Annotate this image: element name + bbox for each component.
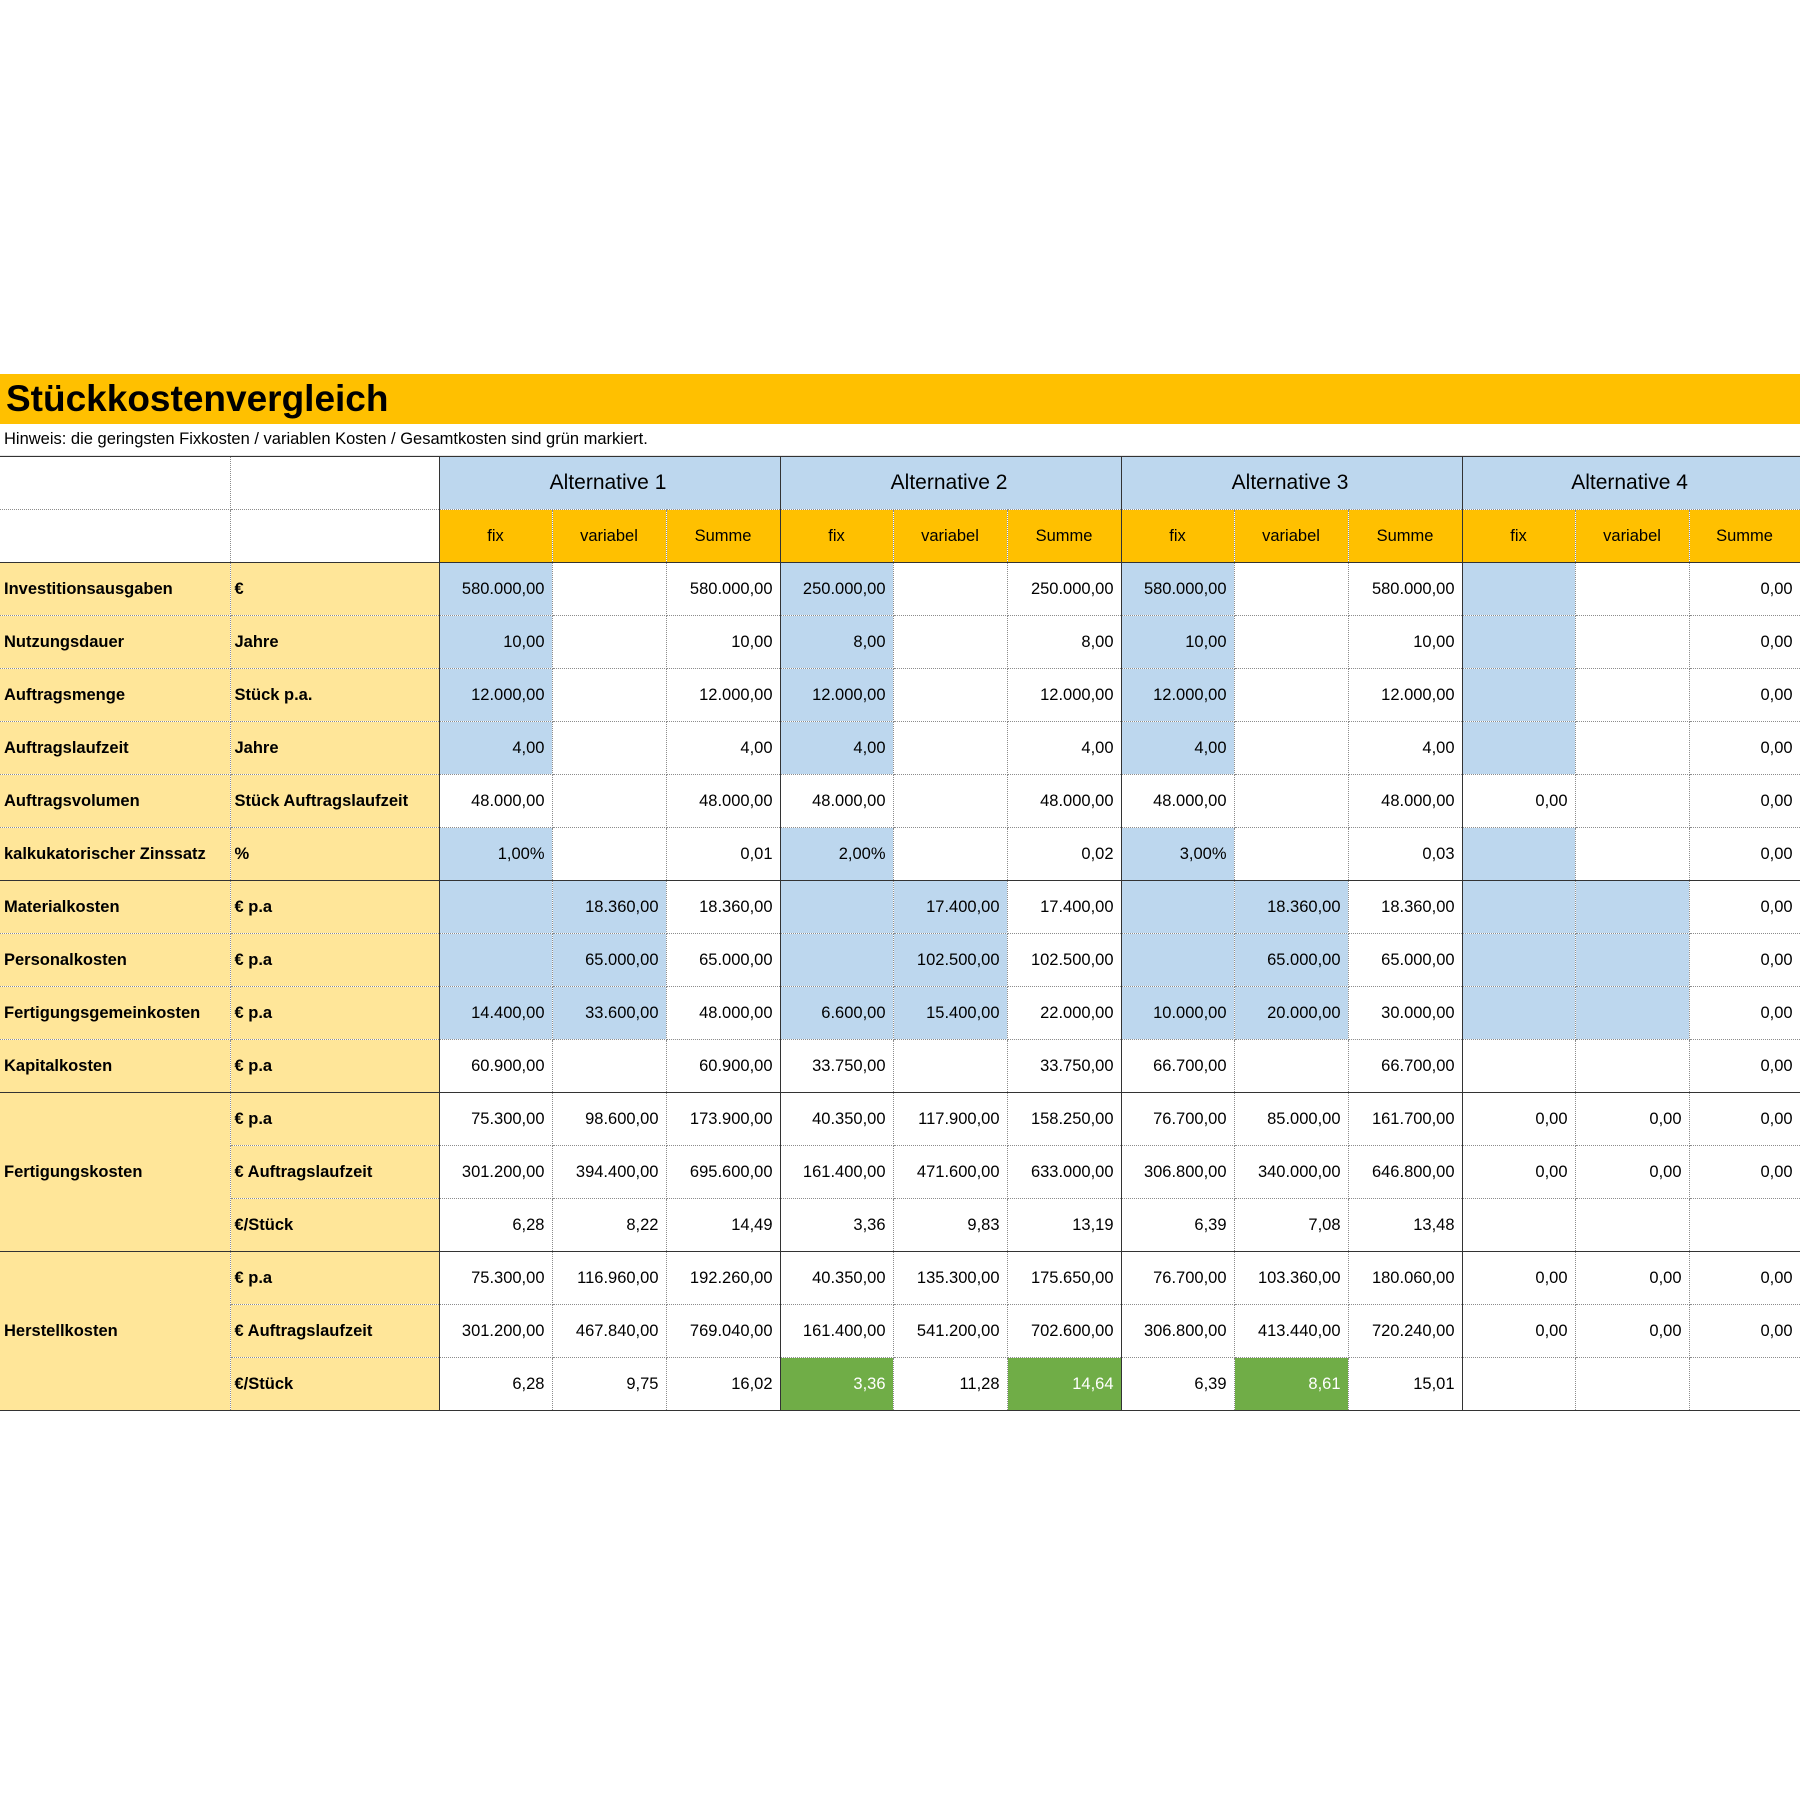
value-cell[interactable]: 33.600,00 [552,987,666,1040]
row-label: Personalkosten [0,934,230,987]
value-cell[interactable] [780,934,893,987]
value-cell[interactable]: 4,00 [1121,722,1234,775]
value-cell [1462,1358,1575,1411]
column-header-Summe: Summe [1348,510,1462,563]
value-cell[interactable]: 4,00 [780,722,893,775]
value-cell [1575,1358,1689,1411]
value-cell: 33.750,00 [780,1040,893,1093]
value-cell: 173.900,00 [666,1093,780,1146]
value-cell: 6,28 [439,1199,552,1252]
value-cell [552,563,666,616]
value-cell: 175.650,00 [1007,1252,1121,1305]
value-cell[interactable]: 2,00% [780,828,893,881]
value-cell: 48.000,00 [1348,775,1462,828]
value-cell[interactable]: 12.000,00 [439,669,552,722]
value-cell [552,775,666,828]
value-cell: 720.240,00 [1348,1305,1462,1358]
value-cell: 48.000,00 [780,775,893,828]
value-cell [1575,722,1689,775]
alternative-header-1: Alternative 1 [439,457,780,510]
value-cell: 102.500,00 [1007,934,1121,987]
value-cell: 76.700,00 [1121,1093,1234,1146]
row-unit: € p.a [230,987,439,1040]
row-unit: Stück Auftragslaufzeit [230,775,439,828]
value-cell[interactable] [439,934,552,987]
row-unit: € Auftragslaufzeit [230,1146,439,1199]
highlighted-value-cell: 3,36 [780,1358,893,1411]
value-cell[interactable]: 18.360,00 [1234,881,1348,934]
value-cell[interactable]: 1,00% [439,828,552,881]
value-cell: 18.360,00 [666,881,780,934]
value-cell [1234,563,1348,616]
value-cell[interactable] [1462,828,1575,881]
title-bar [0,374,1800,424]
column-header-fix: fix [1121,510,1234,563]
value-cell: 9,83 [893,1199,1007,1252]
row-unit: € p.a [230,1252,439,1305]
column-header-fix: fix [439,510,552,563]
value-cell [893,616,1007,669]
value-cell: 66.700,00 [1121,1040,1234,1093]
value-cell [552,1040,666,1093]
value-cell: 48.000,00 [666,775,780,828]
value-cell: 98.600,00 [552,1093,666,1146]
value-cell: 16,02 [666,1358,780,1411]
column-header-variabel: variabel [552,510,666,563]
value-cell [893,669,1007,722]
value-cell[interactable] [1121,881,1234,934]
column-header-fix: fix [780,510,893,563]
value-cell[interactable]: 10,00 [1121,616,1234,669]
value-cell: 306.800,00 [1121,1146,1234,1199]
value-cell[interactable]: 6.600,00 [780,987,893,1040]
value-cell: 9,75 [552,1358,666,1411]
value-cell: 85.000,00 [1234,1093,1348,1146]
row-unit: €/Stück [230,1199,439,1252]
value-cell: 10,00 [1348,616,1462,669]
row-unit: Stück p.a. [230,669,439,722]
value-cell: 0,00 [1689,775,1800,828]
value-cell: 0,00 [1575,1252,1689,1305]
value-cell: 180.060,00 [1348,1252,1462,1305]
value-cell: 3,36 [780,1199,893,1252]
value-cell [1234,722,1348,775]
row-unit: Jahre [230,616,439,669]
value-cell: 0,00 [1689,828,1800,881]
value-cell: 22.000,00 [1007,987,1121,1040]
alternative-header-3: Alternative 3 [1121,457,1462,510]
alternative-header-2: Alternative 2 [780,457,1121,510]
value-cell: 394.400,00 [552,1146,666,1199]
row-unit: Jahre [230,722,439,775]
value-cell: 192.260,00 [666,1252,780,1305]
value-cell: 48.000,00 [1007,775,1121,828]
value-cell: 13,48 [1348,1199,1462,1252]
value-cell: 0,00 [1575,1093,1689,1146]
value-cell: 0,00 [1689,669,1800,722]
value-cell [1575,828,1689,881]
value-cell: 0,00 [1689,987,1800,1040]
value-cell: 48.000,00 [666,987,780,1040]
value-cell: 0,00 [1575,1305,1689,1358]
value-cell: 702.600,00 [1007,1305,1121,1358]
value-cell: 158.250,00 [1007,1093,1121,1146]
value-cell [893,722,1007,775]
value-cell [1462,1040,1575,1093]
value-cell[interactable] [1121,934,1234,987]
value-cell: 12.000,00 [1348,669,1462,722]
value-cell: 0,00 [1462,1252,1575,1305]
value-cell [1234,828,1348,881]
value-cell: 4,00 [1007,722,1121,775]
value-cell: 4,00 [1348,722,1462,775]
row-unit: €/Stück [230,1358,439,1411]
value-cell[interactable]: 102.500,00 [893,934,1007,987]
value-cell: 117.900,00 [893,1093,1007,1146]
value-cell: 14,49 [666,1199,780,1252]
header-blank-cell [230,457,439,510]
value-cell [1234,616,1348,669]
value-cell: 301.200,00 [439,1305,552,1358]
value-cell: 8,00 [1007,616,1121,669]
value-cell [552,828,666,881]
value-cell [1234,669,1348,722]
value-cell: 0,00 [1689,1305,1800,1358]
value-cell [893,1040,1007,1093]
value-cell[interactable]: 580.000,00 [439,563,552,616]
value-cell: 646.800,00 [1348,1146,1462,1199]
value-cell: 8,22 [552,1199,666,1252]
row-unit: € p.a [230,881,439,934]
value-cell: 75.300,00 [439,1252,552,1305]
value-cell: 12.000,00 [666,669,780,722]
value-cell: 161.400,00 [780,1305,893,1358]
value-cell: 65.000,00 [1348,934,1462,987]
value-cell: 0,00 [1462,1305,1575,1358]
value-cell [893,828,1007,881]
value-cell: 0,00 [1689,881,1800,934]
value-cell [1575,1199,1689,1252]
value-cell[interactable]: 10,00 [439,616,552,669]
value-cell[interactable] [1462,669,1575,722]
value-cell: 33.750,00 [1007,1040,1121,1093]
value-cell[interactable] [780,881,893,934]
row-unit: % [230,828,439,881]
value-cell: 116.960,00 [552,1252,666,1305]
value-cell [1575,1040,1689,1093]
value-cell: 633.000,00 [1007,1146,1121,1199]
value-cell: 75.300,00 [439,1093,552,1146]
value-cell [552,669,666,722]
value-cell[interactable] [1575,987,1689,1040]
value-cell[interactable]: 8,00 [780,616,893,669]
value-cell: 0,00 [1689,1252,1800,1305]
value-cell: 0,00 [1689,563,1800,616]
value-cell: 0,00 [1462,1146,1575,1199]
value-cell: 769.040,00 [666,1305,780,1358]
value-cell[interactable]: 20.000,00 [1234,987,1348,1040]
value-cell[interactable]: 15.400,00 [893,987,1007,1040]
row-unit: € Auftragslaufzeit [230,1305,439,1358]
value-cell[interactable] [439,881,552,934]
row-label: Auftragslaufzeit [0,722,230,775]
column-header-fix: fix [1462,510,1575,563]
value-cell: 17.400,00 [1007,881,1121,934]
cost-table [0,456,1800,1411]
value-cell: 60.900,00 [666,1040,780,1093]
value-cell[interactable]: 4,00 [439,722,552,775]
hint-text: Hinweis: die geringsten Fixkosten / variablen Kosten / Gesamtkosten sind grün markiert. [0,424,1800,456]
value-cell: 541.200,00 [893,1305,1007,1358]
value-cell [1575,775,1689,828]
value-cell: 65.000,00 [666,934,780,987]
row-unit: € p.a [230,1040,439,1093]
value-cell [1575,616,1689,669]
value-cell[interactable] [1462,881,1575,934]
value-cell: 0,00 [1689,1146,1800,1199]
group-label: Herstellkosten [0,1252,230,1411]
value-cell [552,616,666,669]
row-label: Materialkosten [0,881,230,934]
value-cell: 103.360,00 [1234,1252,1348,1305]
group-label: Fertigungskosten [0,1093,230,1252]
header-blank-cell [0,510,230,563]
value-cell: 471.600,00 [893,1146,1007,1199]
value-cell[interactable] [1462,616,1575,669]
value-cell[interactable]: 250.000,00 [780,563,893,616]
value-cell: 15,01 [1348,1358,1462,1411]
value-cell: 161.700,00 [1348,1093,1462,1146]
value-cell[interactable] [1462,987,1575,1040]
value-cell[interactable]: 14.400,00 [439,987,552,1040]
value-cell: 161.400,00 [780,1146,893,1199]
value-cell[interactable]: 10.000,00 [1121,987,1234,1040]
value-cell: 48.000,00 [439,775,552,828]
value-cell: 0,00 [1689,616,1800,669]
value-cell: 6,28 [439,1358,552,1411]
value-cell: 580.000,00 [666,563,780,616]
column-header-variabel: variabel [893,510,1007,563]
value-cell: 0,00 [1689,1093,1800,1146]
value-cell[interactable]: 580.000,00 [1121,563,1234,616]
row-unit: € [230,563,439,616]
value-cell: 0,00 [1462,775,1575,828]
value-cell: 340.000,00 [1234,1146,1348,1199]
value-cell: 4,00 [666,722,780,775]
value-cell[interactable] [1462,934,1575,987]
value-cell: 76.700,00 [1121,1252,1234,1305]
value-cell: 580.000,00 [1348,563,1462,616]
row-label: Auftragsmenge [0,669,230,722]
value-cell: 66.700,00 [1348,1040,1462,1093]
value-cell: 7,08 [1234,1199,1348,1252]
row-label: Auftragsvolumen [0,775,230,828]
value-cell [552,722,666,775]
value-cell[interactable]: 17.400,00 [893,881,1007,934]
row-label: Fertigungsgemeinkosten [0,987,230,1040]
column-header-variabel: variabel [1575,510,1689,563]
value-cell[interactable]: 65.000,00 [552,934,666,987]
value-cell [1234,1040,1348,1093]
row-label: Kapitalkosten [0,1040,230,1093]
highlighted-value-cell: 14,64 [1007,1358,1121,1411]
value-cell: 40.350,00 [780,1093,893,1146]
row-unit: € p.a [230,1093,439,1146]
row-label: Nutzungsdauer [0,616,230,669]
value-cell [1462,1199,1575,1252]
value-cell[interactable]: 18.360,00 [552,881,666,934]
column-header-variabel: variabel [1234,510,1348,563]
header-blank-cell [230,510,439,563]
value-cell: 18.360,00 [1348,881,1462,934]
value-cell: 301.200,00 [439,1146,552,1199]
value-cell: 0,00 [1689,1040,1800,1093]
row-label: kalkukatorischer Zinssatz [0,828,230,881]
value-cell[interactable]: 12.000,00 [780,669,893,722]
value-cell: 0,00 [1462,1093,1575,1146]
value-cell[interactable] [1575,934,1689,987]
value-cell: 0,00 [1689,934,1800,987]
page-title: Stückkostenvergleich [6,378,389,419]
alternative-header-4: Alternative 4 [1462,457,1800,510]
value-cell: 11,28 [893,1358,1007,1411]
row-label: Investitionsausgaben [0,563,230,616]
value-cell: 10,00 [666,616,780,669]
value-cell[interactable]: 12.000,00 [1121,669,1234,722]
value-cell[interactable]: 3,00% [1121,828,1234,881]
value-cell [1575,563,1689,616]
value-cell: 12.000,00 [1007,669,1121,722]
value-cell: 135.300,00 [893,1252,1007,1305]
value-cell: 40.350,00 [780,1252,893,1305]
spreadsheet [0,374,1800,1411]
value-cell: 467.840,00 [552,1305,666,1358]
value-cell: 0,00 [1575,1146,1689,1199]
value-cell: 695.600,00 [666,1146,780,1199]
value-cell: 48.000,00 [1121,775,1234,828]
column-header-Summe: Summe [1689,510,1800,563]
value-cell: 250.000,00 [1007,563,1121,616]
value-cell: 60.900,00 [439,1040,552,1093]
value-cell: 30.000,00 [1348,987,1462,1040]
value-cell [1575,669,1689,722]
value-cell: 13,19 [1007,1199,1121,1252]
value-cell [893,775,1007,828]
column-header-Summe: Summe [1007,510,1121,563]
value-cell[interactable] [1462,563,1575,616]
highlighted-value-cell: 8,61 [1234,1358,1348,1411]
column-header-Summe: Summe [666,510,780,563]
value-cell: 0,03 [1348,828,1462,881]
value-cell: 0,00 [1689,722,1800,775]
value-cell[interactable] [1462,722,1575,775]
value-cell: 0,02 [1007,828,1121,881]
value-cell [1689,1358,1800,1411]
value-cell: 306.800,00 [1121,1305,1234,1358]
value-cell [893,563,1007,616]
value-cell: 413.440,00 [1234,1305,1348,1358]
value-cell: 6,39 [1121,1358,1234,1411]
value-cell[interactable] [1575,881,1689,934]
value-cell: 6,39 [1121,1199,1234,1252]
value-cell [1689,1199,1800,1252]
row-unit: € p.a [230,934,439,987]
header-blank-cell [0,457,230,510]
value-cell: 0,01 [666,828,780,881]
value-cell [1234,775,1348,828]
value-cell[interactable]: 65.000,00 [1234,934,1348,987]
